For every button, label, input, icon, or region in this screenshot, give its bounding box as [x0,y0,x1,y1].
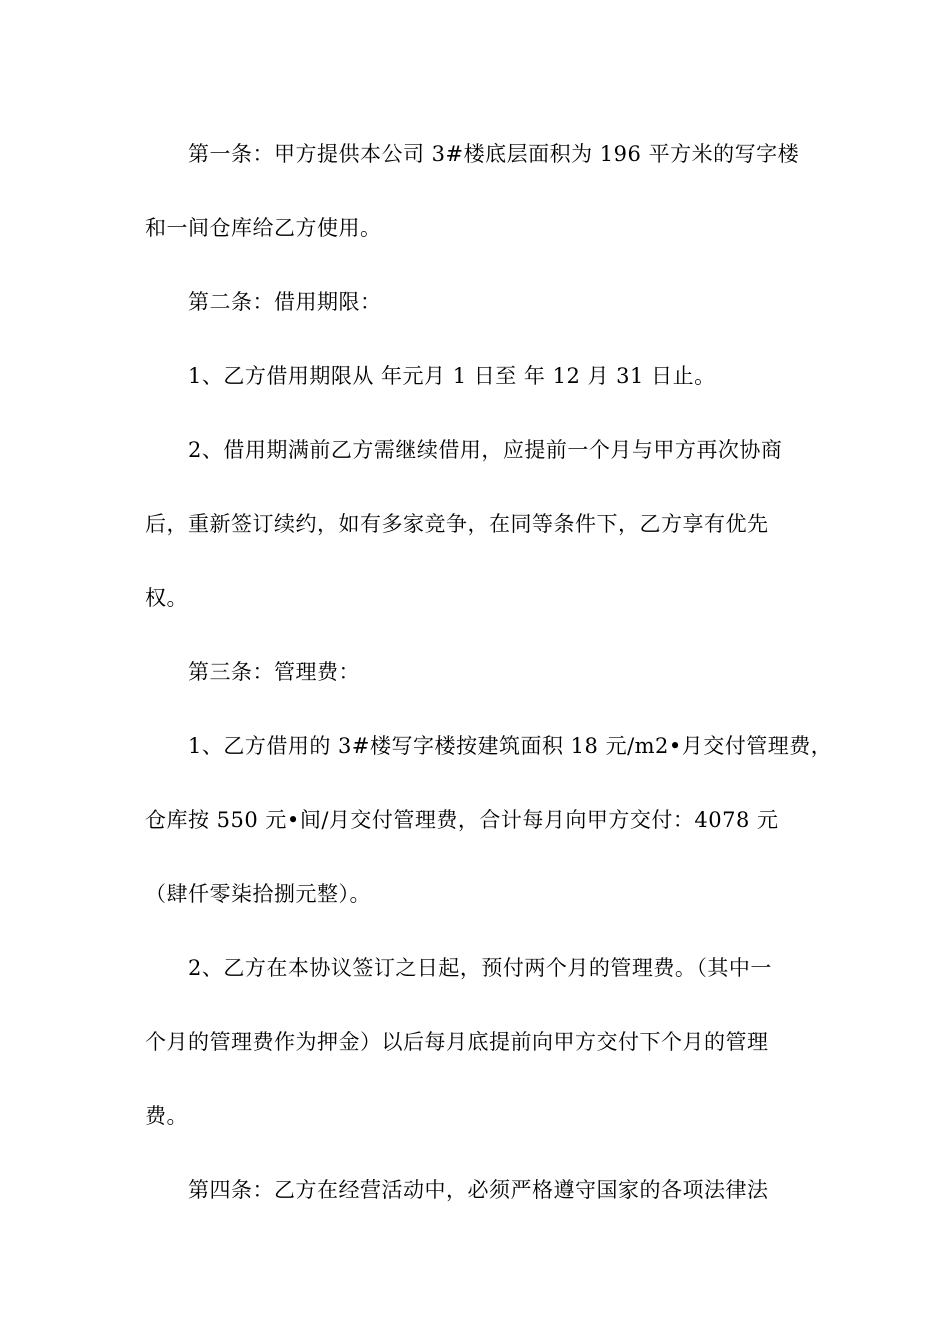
article-2-clause-1: 1、乙方借用期限从 年元月 1 日至 年 12 月 31 日止。 [188,364,716,388]
article-3-clause-2-line-3: 费。 [145,1104,188,1128]
article-2-heading: 第二条：借用期限： [188,290,382,314]
article-3-clause-2-line-2: 个月的管理费作为押金）以后每月底提前向甲方交付下个月的管理 [145,1030,769,1054]
article-1-line-2: 和一间仓库给乙方使用。 [145,216,382,240]
article-3-clause-1-line-2: 仓库按 550 元•间/月交付管理费，合计每月向甲方交付：4078 元 [145,808,779,832]
article-3-clause-2-line-1: 2、乙方在本协议签订之日起，预付两个月的管理费。（其中一 [188,956,772,980]
article-3-clause-1-line-1: 1、乙方借用的 3#楼写字楼按建筑面积 18 元/m2•月交付管理费， [188,734,833,758]
article-3-heading: 第三条：管理费： [188,660,360,684]
article-2-clause-2-line-1: 2、借用期满前乙方需继续借用，应提前一个月与甲方再次协商 [188,438,783,462]
article-2-clause-2-line-3: 权。 [145,586,188,610]
article-3-clause-1-line-3: （肆仟零柒拾捌元整）。 [145,882,371,906]
article-2-clause-2-line-2: 后，重新签订续约，如有多家竞争，在同等条件下，乙方享有优先 [145,512,769,536]
article-1-line-1: 第一条：甲方提供本公司 3#楼底层面积为 196 平方米的写字楼 [188,142,800,166]
article-4-line-1: 第四条：乙方在经营活动中，必须严格遵守国家的各项法律法 [188,1178,769,1202]
